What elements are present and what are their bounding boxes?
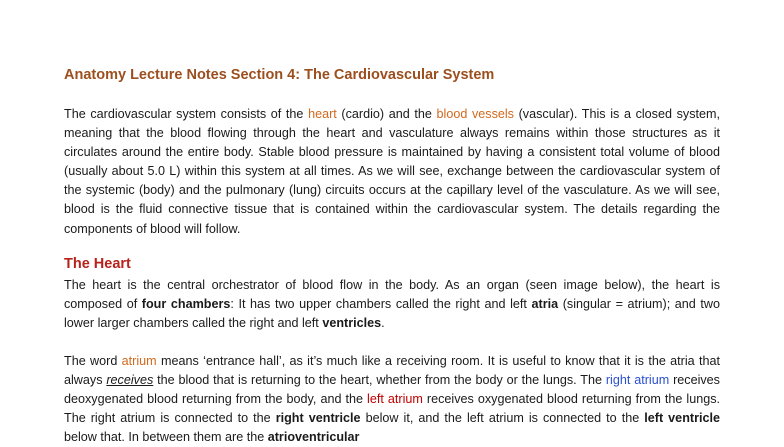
atrium-text: below that. In between them are the (64, 430, 268, 445)
term-four-chambers: four chambers (141, 297, 231, 312)
heart-text: The heart is the central orchestrator of blood flow in the body. As an organ (seen image below), the heart is composed of (64, 278, 720, 312)
lecture-title: Anatomy Lecture Notes Section 4: The Cardiovascular System (64, 67, 495, 83)
term-receives: receives (106, 373, 154, 388)
heart-text: : It has two upper chambers called the right and left (230, 297, 532, 312)
term-right-atrium: right atrium (605, 373, 670, 388)
atrium-text: receives oxygenated blood returning from the lungs. The right atrium is connected to the (64, 392, 720, 426)
term-right-ventricle: right ventricle (275, 411, 361, 426)
term-blood-vessels: blood vessels (436, 107, 514, 121)
heart-text: (singular = atrium); and two lower larger chambers called the right and left (64, 297, 720, 331)
term-left-ventricle: left ventricle (644, 411, 720, 426)
term-heart: heart (308, 107, 337, 121)
term-ventricles: ventricles (322, 316, 382, 331)
atrium-text: below it, and the left atrium is connected to the (360, 411, 645, 426)
term-atrioventricular: atrioventricular (267, 430, 360, 445)
section-heading-the-heart: The Heart (64, 256, 131, 272)
atrium-text: the blood that is returning to the heart, whether from the body or the lungs. The (153, 373, 606, 388)
intro-paragraph (64, 105, 720, 239)
term-atria: atria (531, 297, 559, 312)
atrium-paragraph (64, 352, 720, 447)
term-left-atrium: left atrium (367, 392, 423, 407)
intro-text: (cardio) and the (336, 107, 437, 121)
atrium-text: receives deoxygenated blood returning from the body, and the (64, 373, 720, 407)
heart-paragraph (64, 276, 720, 333)
atrium-text: means ‘entrance hall’, as it’s much like a receiving room. It is useful to know that it is the atria that always (64, 354, 720, 388)
intro-text: (vascular). This is a closed system, meaning that the blood flowing through the heart and vasculature always remains within those structures as it circulates around the entire body. Stable blood pressure is maintained by having a consistent total volume of blood (usually about 5.0 L) within this system at all times. As we will see, exchange between the cardiovascular system of the systemic (body) and the pulmonary (lung) circuits occurs at the capillary level of the vasculature. As we will see, blood is the fluid connective tissue that is contained within the cardiovascular system. The details regarding the components of blood will follow. (64, 107, 720, 236)
heart-text: . (381, 316, 385, 331)
intro-text: The cardiovascular system consists of the (64, 107, 309, 121)
atrium-text: The word (64, 354, 122, 368)
term-atrium: atrium (121, 354, 157, 368)
